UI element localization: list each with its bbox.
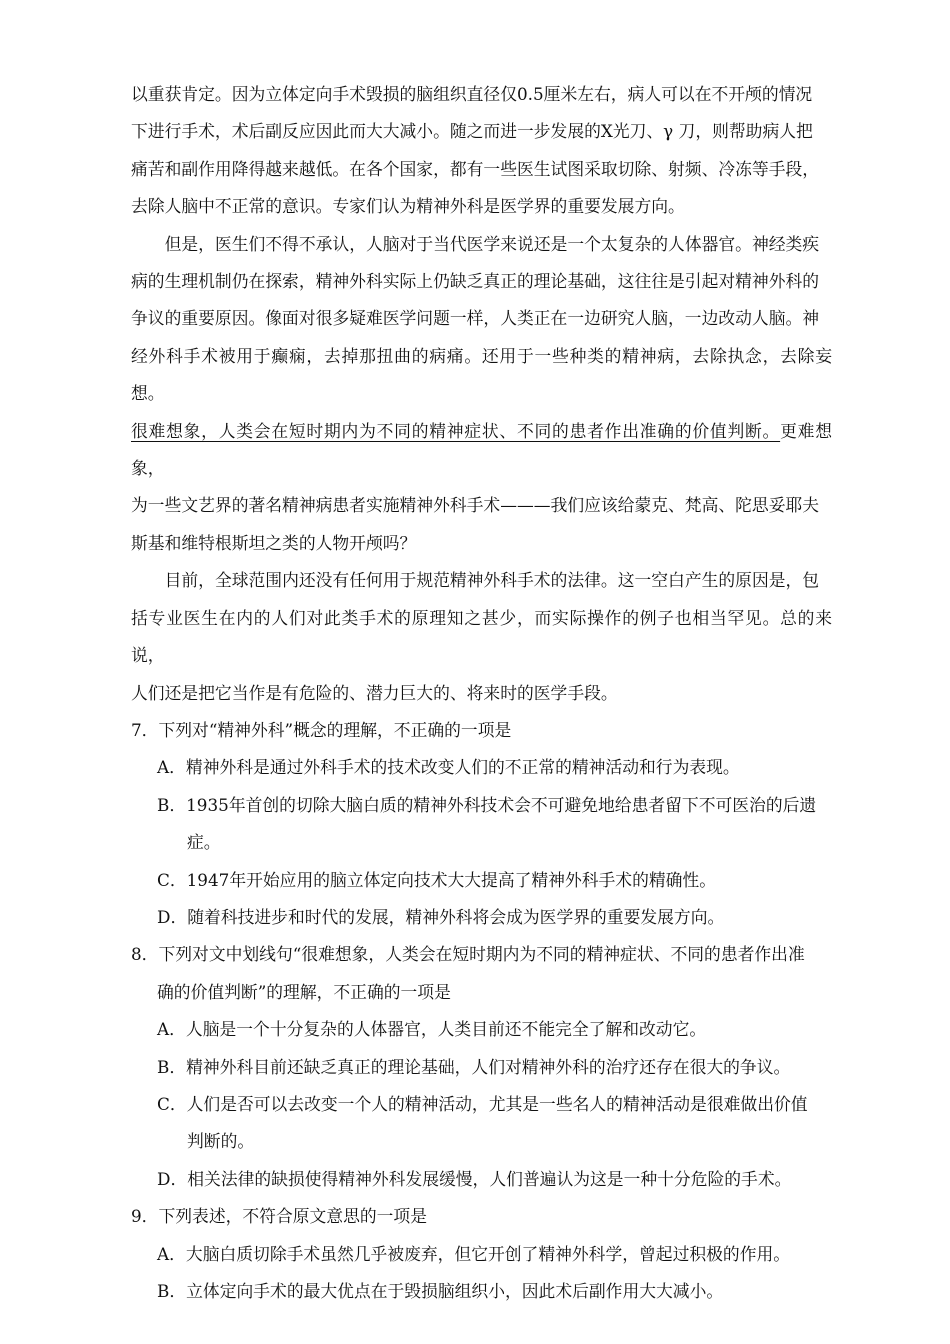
text-line: 下进行手术，术后副反应因此而大大减小。随之而进一步发展的X光刀、γ 刀，则帮助病人把 (131, 121, 813, 142)
question-stem (131, 1198, 832, 1235)
option-c-continuation: 判断的。 (187, 1131, 255, 1152)
option-label: A． (157, 1019, 186, 1040)
text-line: 斯基和维特根斯坦之类的人物开颅吗？ (131, 532, 417, 553)
option-label: C． (157, 869, 187, 890)
question-number: 7． (131, 719, 159, 740)
option-a (131, 1236, 832, 1273)
option-b (131, 787, 832, 824)
option-text: 人脑是一个十分复杂的人体器官，人类目前还不能完全了解和改动它。 (185, 1019, 707, 1040)
option-text: 1947年开始应用的脑立体定向技术大大提高了精神外科手术的精确性。 (186, 869, 716, 890)
passage-paragraph-3 (131, 562, 832, 712)
option-c (131, 862, 832, 899)
underlined-sentence: 很难想象，人类会在短时期内为不同的精神症状、不同的患者作出准确的价值判断。 (131, 420, 781, 441)
question-8 (131, 936, 832, 1198)
option-label: B． (157, 1281, 187, 1301)
text-line: 为一些文艺界的著名精神病患者实施精神外科手术———我们应该给蒙克、梵高、陀思妥耶夫 (131, 495, 820, 516)
option-label: D． (157, 906, 188, 927)
option-text: 大脑白质切除手术虽然几乎被废弃，但它开创了精神外科学，曾起过积极的作用。 (185, 1243, 791, 1264)
passage-paragraph-2 (131, 226, 832, 563)
text-line: 但是，医生们不得不承认，人脑对于当代医学来说还是一个太复杂的人体器官。神经类疾 (164, 233, 820, 254)
question-text-continuation: 确的价值判断”的理解，不正确的一项是 (157, 981, 451, 1002)
text-line: 经外科手术被用于癫痫，去掉那扭曲的病痛。还用于一些种类的精神病，去除执念，去除妄想。 (131, 345, 832, 404)
option-label: C． (157, 1093, 187, 1114)
question-text: 下列表述，不符合原文意思的一项是 (158, 1206, 427, 1227)
option-label: A． (157, 757, 186, 778)
option-text: 人们是否可以去改变一个人的精神活动，尤其是一些名人的精神活动是很难做出价值 (186, 1093, 808, 1114)
question-stem (131, 936, 832, 1011)
question-9 (131, 1198, 832, 1310)
option-b-continuation: 症。 (187, 832, 221, 853)
text-line: 去除人脑中不正常的意识。专家们认为精神外科是医学界的重要发展方向。 (131, 196, 685, 217)
question-text: 下列对文中划线句“很难想象，人类会在短时期内为不同的精神症状、不同的患者作出准 (158, 944, 805, 965)
question-stem (131, 712, 832, 749)
text-line: 人们还是把它当作是有危险的、潜力巨大的、将来时的医学手段。 (131, 682, 618, 703)
option-b (131, 1049, 832, 1086)
option-text: 精神外科目前还缺乏真正的理论基础，人们对精神外科的治疗还存在很大的争议。 (186, 1056, 791, 1077)
option-label: A． (157, 1243, 186, 1264)
text-line: 痛苦和副作用降得越来越低。在各个国家，都有一些医生试图采取切除、射频、冷冻等手段， (131, 158, 820, 179)
text-line: 争议的重要原因。像面对很多疑难医学问题一样，人类正在一边研究人脑，一边改动人脑。神 (131, 308, 820, 329)
passage-paragraph-1 (131, 76, 832, 226)
question-7 (131, 712, 832, 936)
text-fragment: 更难想象， (131, 420, 832, 479)
option-text: 精神外科是通过外科手术的技术改变人们的不正常的精神活动和行为表现。 (185, 757, 740, 778)
option-c (131, 1086, 832, 1123)
text-line: 以重获肯定。因为立体定向手术毁损的脑组织直径仅0.5厘米左右，病人可以在不开颅的情况 (131, 84, 813, 104)
text-line: 目前，全球范围内还没有任何用于规范精神外科手术的法律。这一空白产生的原因是，包 (164, 570, 820, 591)
option-label: D． (157, 1168, 188, 1189)
option-text: 立体定向手术的最大优点在于毁损脑组织小，因此术后副作用大大减小。 (186, 1281, 724, 1301)
option-b (131, 1273, 832, 1310)
text-line-with-underline (131, 413, 832, 488)
text-line: 病的生理机制仍在探索，精神外科实际上仍缺乏真正的理论基础，这往往是引起对精神外科的 (131, 271, 820, 292)
option-label: B． (157, 794, 187, 815)
option-d (131, 1161, 832, 1198)
option-a (131, 749, 832, 786)
question-number: 9． (131, 1206, 159, 1227)
text-line: 括专业医生在内的人们对此类手术的原理知之甚少，而实际操作的例子也相当罕见。总的来说， (131, 607, 832, 666)
question-number: 8． (131, 944, 159, 965)
option-text: 1935年首创的切除大脑白质的精神外科技术会不可避免地给患者留下不可医治的后遗 (186, 794, 817, 815)
option-text: 相关法律的缺损使得精神外科发展缓慢，人们普遍认为这是一种十分危险的手术。 (187, 1168, 792, 1189)
question-text: 下列对“精神外科”概念的理解，不正确的一项是 (158, 719, 512, 740)
option-d (131, 899, 832, 936)
option-text: 随着科技进步和时代的发展，精神外科将会成为医学界的重要发展方向。 (187, 906, 725, 927)
option-a (131, 1011, 832, 1048)
option-label: B． (157, 1056, 187, 1077)
